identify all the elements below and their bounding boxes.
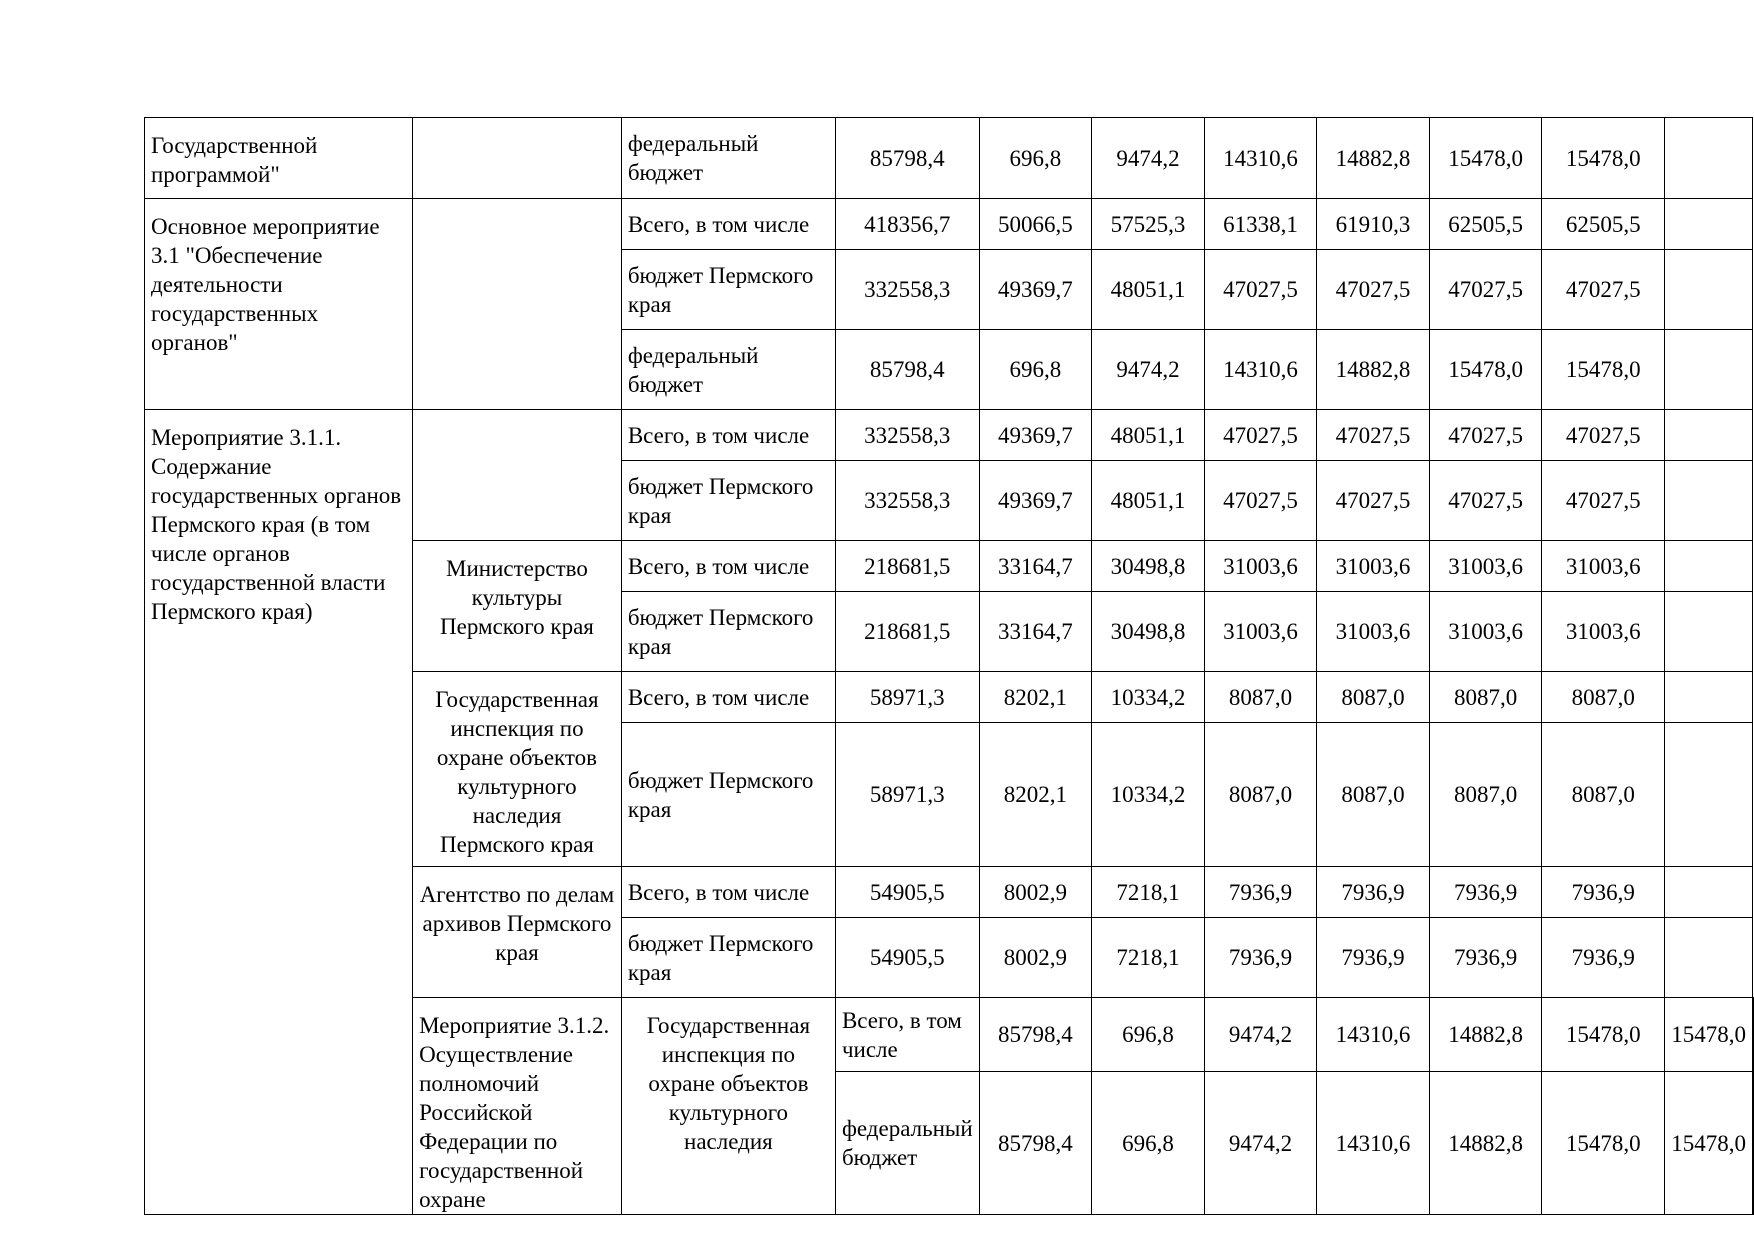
- value-cell: 31003,6: [1542, 541, 1665, 592]
- value-cell: 7936,9: [1429, 867, 1542, 918]
- organization-cell: Министерство культуры Пермского края: [413, 541, 622, 672]
- value-cell: 85798,4: [979, 998, 1092, 1072]
- truncated-column-cell: [1665, 592, 1753, 672]
- value-cell: 9474,2: [1092, 330, 1205, 410]
- value-cell: 33164,7: [979, 592, 1092, 672]
- funding-source-cell: Всего, в том числе: [621, 199, 835, 250]
- value-cell: 14882,8: [1429, 1072, 1542, 1215]
- funding-source-cell: Всего, в том числе: [621, 410, 835, 461]
- value-cell: 15478,0: [1542, 330, 1665, 410]
- activity-cell: Мероприятие 3.1.2. Осуществление полномочий Российской Федерации по государственной охране: [413, 998, 622, 1215]
- funding-source-cell: Всего, в том числе: [621, 867, 835, 918]
- value-cell: 49369,7: [979, 410, 1092, 461]
- value-cell: 15478,0: [1665, 1072, 1753, 1215]
- value-cell: 7936,9: [1317, 918, 1430, 998]
- truncated-column-cell: [1665, 410, 1753, 461]
- truncated-column-cell: [1753, 1072, 1754, 1215]
- value-cell: 47027,5: [1317, 250, 1430, 330]
- value-cell: 7218,1: [1092, 918, 1205, 998]
- truncated-column-cell: [1665, 918, 1753, 998]
- value-cell: 48051,1: [1092, 250, 1205, 330]
- truncated-column-cell: [1665, 461, 1753, 541]
- value-cell: 10334,2: [1092, 723, 1205, 867]
- value-cell: 8087,0: [1204, 723, 1317, 867]
- value-cell: 7936,9: [1204, 918, 1317, 998]
- value-cell: 30498,8: [1092, 592, 1205, 672]
- funding-source-cell: бюджет Пермского края: [621, 918, 835, 998]
- value-cell: 85798,4: [835, 118, 979, 199]
- funding-source-cell: бюджет Пермского края: [621, 592, 835, 672]
- value-cell: 61338,1: [1204, 199, 1317, 250]
- value-cell: 47027,5: [1542, 410, 1665, 461]
- funding-source-cell: бюджет Пермского края: [621, 723, 835, 867]
- value-cell: 85798,4: [979, 1072, 1092, 1215]
- value-cell: 48051,1: [1092, 461, 1205, 541]
- value-cell: 8087,0: [1429, 723, 1542, 867]
- value-cell: 7936,9: [1317, 867, 1430, 918]
- table-row: [145, 118, 1754, 199]
- value-cell: 9474,2: [1092, 118, 1205, 199]
- activity-cell: Государственной программой": [145, 118, 413, 199]
- organization-cell: Агентство по делам архивов Пермского края: [413, 867, 622, 998]
- value-cell: 61910,3: [1317, 199, 1430, 250]
- value-cell: 8087,0: [1542, 723, 1665, 867]
- value-cell: 47027,5: [1542, 250, 1665, 330]
- value-cell: 7936,9: [1542, 867, 1665, 918]
- funding-source-cell: Всего, в том числе: [621, 672, 835, 723]
- truncated-column-cell: [1665, 723, 1753, 867]
- value-cell: 218681,5: [835, 592, 979, 672]
- organization-cell: Государственная инспекция по охране объектов культурного наследия Пермского края: [413, 672, 622, 867]
- organization-cell: [413, 118, 622, 199]
- value-cell: 15478,0: [1665, 998, 1753, 1072]
- value-cell: 7936,9: [1204, 867, 1317, 918]
- value-cell: 47027,5: [1204, 410, 1317, 461]
- value-cell: 47027,5: [1429, 410, 1542, 461]
- value-cell: 15478,0: [1429, 330, 1542, 410]
- value-cell: 31003,6: [1317, 592, 1430, 672]
- organization-cell: [413, 410, 622, 541]
- funding-source-cell: бюджет Пермского края: [621, 250, 835, 330]
- value-cell: 332558,3: [835, 410, 979, 461]
- value-cell: 31003,6: [1317, 541, 1430, 592]
- value-cell: 49369,7: [979, 461, 1092, 541]
- value-cell: 47027,5: [1204, 250, 1317, 330]
- value-cell: 14882,8: [1317, 330, 1430, 410]
- value-cell: 15478,0: [1542, 998, 1665, 1072]
- funding-source-cell: федеральный бюджет: [835, 1072, 979, 1215]
- value-cell: 9474,2: [1204, 998, 1317, 1072]
- value-cell: 58971,3: [835, 672, 979, 723]
- value-cell: 47027,5: [1317, 461, 1430, 541]
- value-cell: 696,8: [979, 330, 1092, 410]
- value-cell: 58971,3: [835, 723, 979, 867]
- value-cell: 14310,6: [1204, 118, 1317, 199]
- funding-source-cell: федеральный бюджет: [621, 118, 835, 199]
- value-cell: 8087,0: [1317, 723, 1430, 867]
- value-cell: 47027,5: [1429, 250, 1542, 330]
- value-cell: 62505,5: [1429, 199, 1542, 250]
- table-row: [145, 410, 1754, 461]
- value-cell: 31003,6: [1429, 541, 1542, 592]
- value-cell: 8202,1: [979, 672, 1092, 723]
- value-cell: 14310,6: [1317, 998, 1430, 1072]
- value-cell: 418356,7: [835, 199, 979, 250]
- funding-source-cell: Всего, в том числе: [835, 998, 979, 1072]
- value-cell: 47027,5: [1542, 461, 1665, 541]
- organization-cell: [413, 199, 622, 410]
- value-cell: 14310,6: [1204, 330, 1317, 410]
- value-cell: 696,8: [979, 118, 1092, 199]
- value-cell: 57525,3: [1092, 199, 1205, 250]
- activity-cell: Основное мероприятие 3.1 "Обеспечение деятельности государственных органов": [145, 199, 413, 410]
- value-cell: 696,8: [1092, 1072, 1205, 1215]
- value-cell: 54905,5: [835, 918, 979, 998]
- value-cell: 332558,3: [835, 250, 979, 330]
- value-cell: 8002,9: [979, 867, 1092, 918]
- value-cell: 14882,8: [1429, 998, 1542, 1072]
- value-cell: 30498,8: [1092, 541, 1205, 592]
- truncated-column-cell: [1665, 867, 1753, 918]
- organization-cell: Государственная инспекция по охране объектов культурного наследия: [621, 998, 835, 1215]
- value-cell: 8087,0: [1204, 672, 1317, 723]
- value-cell: 218681,5: [835, 541, 979, 592]
- value-cell: 62505,5: [1542, 199, 1665, 250]
- value-cell: 33164,7: [979, 541, 1092, 592]
- activity-cell: Мероприятие 3.1.1. Содержание государственных органов Пермского края (в том числе органов государственной власти Пермского края): [145, 410, 413, 1215]
- value-cell: 8202,1: [979, 723, 1092, 867]
- funding-source-cell: Всего, в том числе: [621, 541, 835, 592]
- truncated-column-cell: [1665, 330, 1753, 410]
- value-cell: 48051,1: [1092, 410, 1205, 461]
- truncated-column-cell: [1665, 118, 1753, 199]
- value-cell: 332558,3: [835, 461, 979, 541]
- truncated-column-cell: [1753, 998, 1754, 1072]
- value-cell: 9474,2: [1204, 1072, 1317, 1215]
- value-cell: 696,8: [1092, 998, 1205, 1072]
- value-cell: 8087,0: [1429, 672, 1542, 723]
- value-cell: 8002,9: [979, 918, 1092, 998]
- value-cell: 31003,6: [1204, 541, 1317, 592]
- value-cell: 85798,4: [835, 330, 979, 410]
- value-cell: 31003,6: [1542, 592, 1665, 672]
- value-cell: 47027,5: [1429, 461, 1542, 541]
- value-cell: 7936,9: [1542, 918, 1665, 998]
- value-cell: 14882,8: [1317, 118, 1430, 199]
- value-cell: 8087,0: [1542, 672, 1665, 723]
- value-cell: 49369,7: [979, 250, 1092, 330]
- truncated-column-cell: [1665, 672, 1753, 723]
- value-cell: 31003,6: [1429, 592, 1542, 672]
- value-cell: 7936,9: [1429, 918, 1542, 998]
- value-cell: 50066,5: [979, 199, 1092, 250]
- value-cell: 47027,5: [1317, 410, 1430, 461]
- value-cell: 47027,5: [1204, 461, 1317, 541]
- funding-source-cell: бюджет Пермского края: [621, 461, 835, 541]
- value-cell: 15478,0: [1542, 118, 1665, 199]
- value-cell: 14310,6: [1317, 1072, 1430, 1215]
- value-cell: 7218,1: [1092, 867, 1205, 918]
- value-cell: 54905,5: [835, 867, 979, 918]
- truncated-column-cell: [1665, 541, 1753, 592]
- value-cell: 10334,2: [1092, 672, 1205, 723]
- value-cell: 31003,6: [1204, 592, 1317, 672]
- truncated-column-cell: [1665, 199, 1753, 250]
- budget-table: [144, 117, 1754, 1215]
- value-cell: 15478,0: [1429, 118, 1542, 199]
- value-cell: 8087,0: [1317, 672, 1430, 723]
- truncated-column-cell: [1665, 250, 1753, 330]
- funding-source-cell: федеральный бюджет: [621, 330, 835, 410]
- value-cell: 15478,0: [1542, 1072, 1665, 1215]
- table-row: [145, 199, 1754, 250]
